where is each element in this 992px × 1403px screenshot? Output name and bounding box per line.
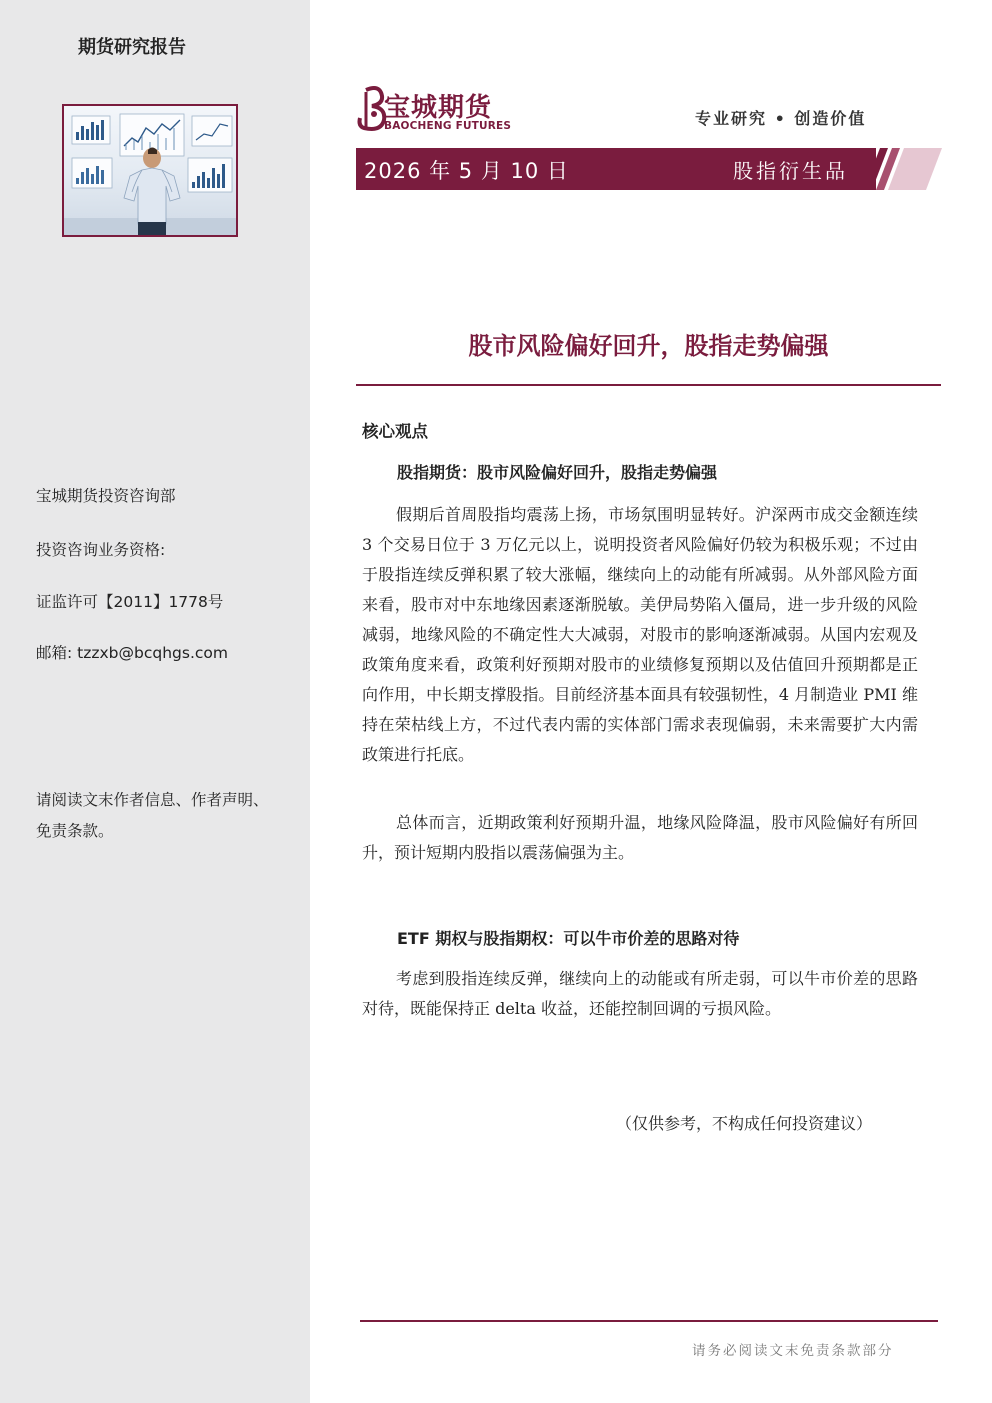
report-type-label: 期货研究报告 (78, 37, 186, 58)
report-title: 股市风险偏好回升，股指走势偏强 (468, 332, 829, 360)
banner-stripes-icon (860, 148, 942, 190)
subhead-options: ETF 期权与股指期权：可以牛市价差的思路对待 (397, 929, 740, 948)
company-name-en: BAOCHENG FUTURES (384, 120, 512, 132)
report-category: 股指衍生品 (733, 159, 848, 183)
company-name: 宝城期货 (384, 93, 493, 123)
license-label: 证监许可【2011】1778号 (36, 593, 224, 611)
footer-divider (360, 1320, 938, 1322)
section-label: 核心观点 (362, 422, 428, 441)
slogan: 专业研究 • 创造价值 (695, 109, 867, 128)
email-label: 邮箱: tzzxb@bcqhgs.com (36, 644, 228, 662)
paragraph-options-strategy: 考虑到股指连续反弹，继续向上的动能或有所走弱，可以牛市价差的思路对待，既能保持正 delta 收益，还能控制回调的亏损风险。 (362, 969, 918, 1018)
cover-image (62, 104, 238, 237)
paragraph-summary: 总体而言，近期政策利好预期升温，地缘风险降温，股市风险偏好有所回升，预计短期内股指以震荡偏强为主。 (362, 813, 918, 862)
paragraph-market-analysis: 假期后首周股指均震荡上扬，市场氛围明显转好。沪深两市成交金额连续 3 个交易日位于 3 万亿元以上，说明投资者风险偏好仍较为积极乐观；不过由于股指连续反弹积累了较大涨幅，继续向上的动能有所减弱。从外部风险方面来看，股市对中东地缘因素逐渐脱敏。美伊局势陷入僵局，进一步升级的风险减弱，地缘风险的不确定性大大减弱，对股市的影响逐渐减弱。从国内宏观及政策角度来看，政策利好预期对股市的业绩修复预期以及估值回升预期都是正向作用，中长期支撑股指。目前经济基本面具有较强韧性，4 月制造业 PMI 维持在荣枯线上方，不过代表内需的实体部门需求表现偏弱，未来需要扩大内需政策进行托底。 (362, 505, 918, 764)
title-divider (356, 384, 941, 386)
report-date: 2026 年 5 月 10 日 (364, 159, 569, 183)
qualification-label: 投资咨询业务资格: (36, 541, 166, 559)
department-label: 宝城期货投资咨询部 (36, 487, 176, 505)
subhead-index-futures: 股指期货：股市风险偏好回升，股指走势偏强 (397, 463, 718, 482)
disclaimer: （仅供参考，不构成任何投资建议） (616, 1114, 873, 1133)
footer-note: 请务必阅读文末免责条款部分 (692, 1343, 894, 1359)
reading-notice: 请阅读文末作者信息、作者声明、免责条款。 (36, 791, 269, 840)
